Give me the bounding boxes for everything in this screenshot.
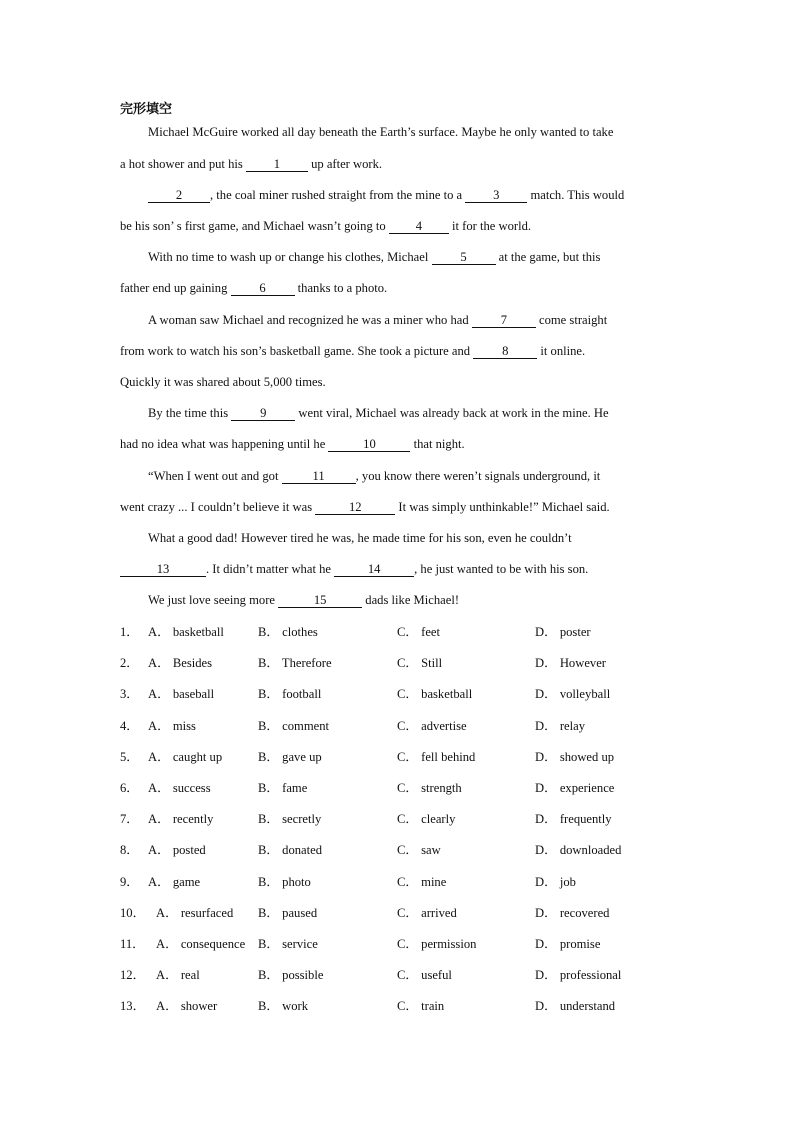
option-c[interactable]: C． feet — [397, 625, 441, 639]
question-number: 4． — [120, 719, 139, 733]
passage-text: went crazy ... I couldn’t believe it was — [120, 500, 316, 514]
question-row — [120, 654, 680, 672]
option-a[interactable]: A． success — [148, 781, 211, 795]
option-d[interactable]: D． However — [535, 656, 606, 670]
option-c[interactable]: C． useful — [397, 968, 452, 982]
option-a[interactable]: A． game — [148, 875, 201, 889]
option-b[interactable]: B． clothes — [258, 625, 318, 639]
passage-text: it for the world. — [448, 219, 532, 233]
blank-8[interactable]: 8 — [473, 344, 537, 359]
passage-text: Michael McGuire worked all day beneath the Earth’s surface. Maybe he only wanted to take — [148, 125, 614, 139]
option-d[interactable]: D． frequently — [535, 812, 612, 826]
option-a[interactable]: A． posted — [148, 843, 206, 857]
option-b[interactable]: B． photo — [258, 875, 311, 889]
question-number: 1． — [120, 625, 139, 639]
blank-10[interactable]: 10 — [328, 437, 410, 452]
option-d[interactable]: D． understand — [535, 999, 616, 1013]
passage-text: thanks to a photo. — [294, 281, 388, 295]
question-row — [120, 997, 680, 1015]
option-d[interactable]: D． professional — [535, 968, 622, 982]
passage-line — [120, 560, 670, 578]
passage-line — [148, 248, 670, 266]
option-d[interactable]: D． job — [535, 875, 576, 889]
passage-text: dads like Michael! — [362, 593, 460, 607]
option-b[interactable]: B． Therefore — [258, 656, 332, 670]
passage-line — [120, 498, 670, 516]
question-number: 8． — [120, 843, 139, 857]
passage-line — [148, 591, 670, 609]
passage-line — [148, 404, 670, 422]
passage-text: it online. — [537, 344, 586, 358]
blank-1[interactable]: 1 — [246, 157, 308, 172]
question-number: 3． — [120, 687, 139, 701]
blank-13[interactable]: 13 — [120, 562, 206, 577]
passage-text: It was simply unthinkable!” Michael said. — [395, 500, 610, 514]
passage-line — [148, 311, 670, 329]
blank-7[interactable]: 7 — [472, 313, 536, 328]
option-a[interactable]: A． basketball — [148, 625, 224, 639]
question-number: 11． — [120, 937, 145, 951]
question-row — [120, 810, 680, 828]
passage-text: Quickly it was shared about 5,000 times. — [120, 375, 326, 389]
passage-text: We just love seeing more — [148, 593, 279, 607]
passage-line — [120, 373, 670, 391]
option-a[interactable]: A． miss — [148, 719, 196, 733]
option-a[interactable]: A． caught up — [148, 750, 223, 764]
question-row — [120, 717, 680, 735]
question-number: 5． — [120, 750, 139, 764]
passage-text: father end up gaining — [120, 281, 231, 295]
passage-text: a hot shower and put his — [120, 157, 246, 171]
passage-text: come straight — [535, 313, 608, 327]
question-row — [120, 873, 680, 891]
passage-text: , you know there weren’t signals underground, it — [355, 469, 601, 483]
question-number: 2． — [120, 656, 139, 670]
blank-4[interactable]: 4 — [389, 219, 449, 234]
option-d[interactable]: D． downloaded — [535, 843, 622, 857]
option-c[interactable]: C． saw — [397, 843, 441, 857]
option-b[interactable]: B． paused — [258, 906, 318, 920]
option-c[interactable]: C． permission — [397, 937, 477, 951]
passage-text: With no time to wash up or change his clothes, Michael — [148, 250, 432, 264]
question-number: 7． — [120, 812, 139, 826]
blank-12[interactable]: 12 — [315, 500, 395, 515]
question-number: 12． — [120, 968, 146, 982]
passage-line — [120, 217, 670, 235]
passage-text: By the time this — [148, 406, 232, 420]
option-b[interactable]: B． gave up — [258, 750, 322, 764]
blank-15[interactable]: 15 — [278, 593, 362, 608]
option-b[interactable]: B． fame — [258, 781, 308, 795]
blank-6[interactable]: 6 — [231, 281, 295, 296]
question-row — [120, 935, 680, 953]
option-d[interactable]: D． volleyball — [535, 687, 611, 701]
question-row — [120, 685, 680, 703]
option-d[interactable]: D． relay — [535, 719, 586, 733]
passage-text: “When I went out and got — [148, 469, 282, 483]
option-b[interactable]: B． football — [258, 687, 322, 701]
option-b[interactable]: B． comment — [258, 719, 330, 733]
option-a[interactable]: A． baseball — [148, 687, 215, 701]
passage-line — [148, 529, 670, 547]
question-number: 9． — [120, 875, 139, 889]
option-a[interactable]: A． real — [156, 968, 200, 982]
option-c[interactable]: C． advertise — [397, 719, 467, 733]
option-a[interactable]: A． resurfaced — [156, 906, 234, 920]
option-d[interactable]: D． promise — [535, 937, 601, 951]
passage-line — [120, 435, 670, 453]
option-d[interactable]: D． poster — [535, 625, 591, 639]
option-d[interactable]: D． experience — [535, 781, 615, 795]
passage-text: What a good dad! However tired he was, he made time for his son, even he couldn’t — [148, 531, 572, 545]
blank-9[interactable]: 9 — [231, 406, 295, 421]
passage-text: at the game, but this — [495, 250, 601, 264]
option-a[interactable]: A． shower — [156, 999, 218, 1013]
option-c[interactable]: C． mine — [397, 875, 447, 889]
option-c[interactable]: C． strength — [397, 781, 462, 795]
passage-text: , the coal miner rushed straight from the mine to a — [210, 188, 466, 202]
passage-line — [120, 155, 670, 173]
passage-text: A woman saw Michael and recognized he was a miner who had — [148, 313, 472, 327]
passage-text: , he just wanted to be with his son. — [414, 562, 589, 576]
option-d[interactable]: D． showed up — [535, 750, 615, 764]
option-b[interactable]: B． service — [258, 937, 318, 951]
section-title: 完形填空 — [120, 102, 173, 117]
option-c[interactable]: C． arrived — [397, 906, 457, 920]
passage-line — [120, 342, 670, 360]
passage-line — [120, 279, 670, 297]
blank-11[interactable]: 11 — [282, 469, 356, 484]
passage-text: . It didn’t matter what he — [206, 562, 335, 576]
question-row — [120, 841, 680, 859]
option-c[interactable]: C． clearly — [397, 812, 456, 826]
option-a[interactable]: A． consequence — [156, 937, 246, 951]
passage-line — [148, 123, 670, 141]
option-c[interactable]: C． Still — [397, 656, 443, 670]
question-row — [120, 904, 680, 922]
option-c[interactable]: C． fell behind — [397, 750, 476, 764]
option-a[interactable]: A． recently — [148, 812, 214, 826]
passage-line — [148, 186, 670, 204]
blank-14[interactable]: 14 — [334, 562, 414, 577]
question-row — [120, 779, 680, 797]
passage-text: match. This would — [527, 188, 625, 202]
question-number: 6． — [120, 781, 139, 795]
option-b[interactable]: B． possible — [258, 968, 324, 982]
question-row — [120, 966, 680, 984]
option-d[interactable]: D． recovered — [535, 906, 610, 920]
passage-text: went viral, Michael was already back at work in the mine. He — [295, 406, 609, 420]
passage-text: be his son’ s first game, and Michael wasn’t going to — [120, 219, 389, 233]
blank-3[interactable]: 3 — [465, 188, 527, 203]
passage-text: that night. — [410, 437, 465, 451]
option-a[interactable]: A． Besides — [148, 656, 213, 670]
option-b[interactable]: B． donated — [258, 843, 323, 857]
option-c[interactable]: C． train — [397, 999, 445, 1013]
blank-5[interactable]: 5 — [432, 250, 496, 265]
question-row — [120, 748, 680, 766]
option-b[interactable]: B． secretly — [258, 812, 322, 826]
passage-text: from work to watch his son’s basketball game. She took a picture and — [120, 344, 474, 358]
question-number: 13． — [120, 999, 146, 1013]
option-b[interactable]: B． work — [258, 999, 309, 1013]
passage-line — [148, 467, 670, 485]
question-number: 10． — [120, 906, 146, 920]
option-c[interactable]: C． basketball — [397, 687, 473, 701]
question-row — [120, 623, 680, 641]
passage-text: up after work. — [307, 157, 383, 171]
blank-2[interactable]: 2 — [148, 188, 210, 203]
passage-text: had no idea what was happening until he — [120, 437, 329, 451]
